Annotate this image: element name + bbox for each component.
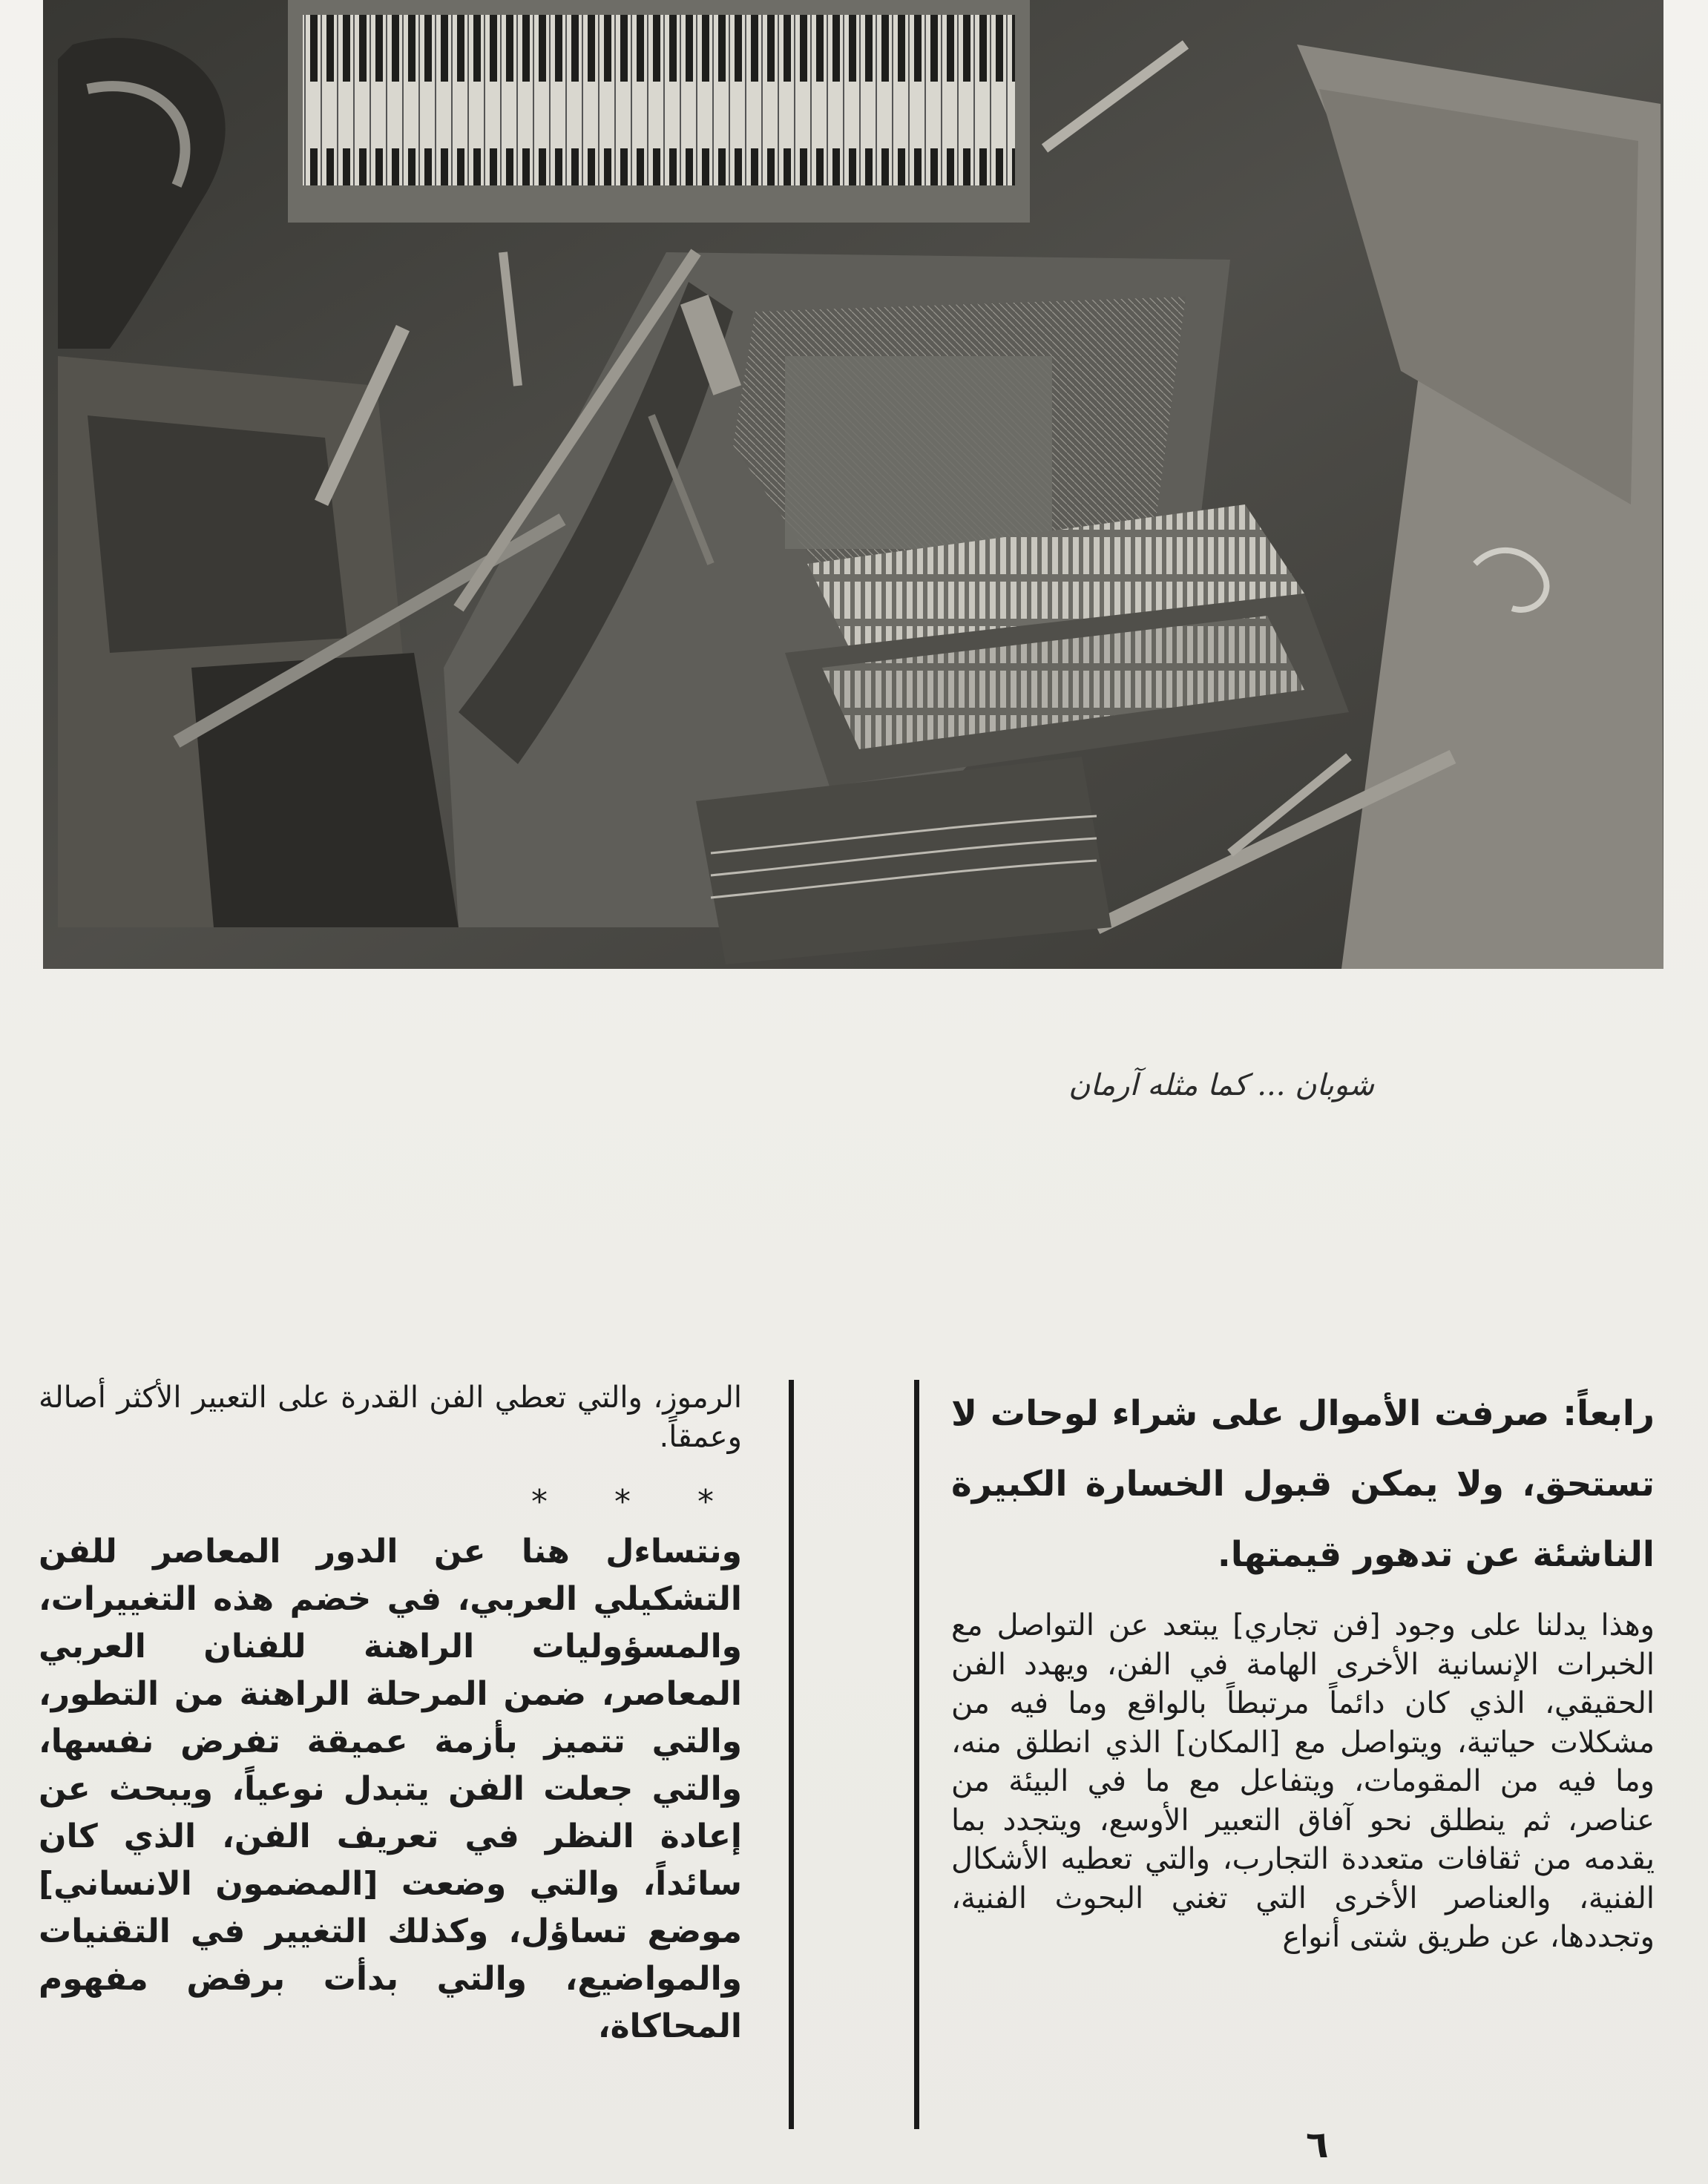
column-rule-left — [789, 1380, 794, 2129]
left-column-intro: الرموز، والتي تعطي الفن القدرة على التعبير الأكثر أصالة وعمقاً. — [39, 1381, 742, 1454]
section-heading: رابعاً: صرفت الأموال على شراء لوحات لا تستحق، ولا يمكن قبول الخسارة الكبيرة الناشئة عن تدهور قيمتها. — [951, 1393, 1655, 1575]
piano-photograph — [43, 0, 1663, 969]
photo-caption: شوبان ... كما مثله آرمان — [1068, 1068, 1374, 1102]
right-column — [951, 1378, 1655, 1957]
column-rule-right — [914, 1380, 919, 2129]
left-column — [39, 1378, 742, 2050]
left-column-body: ونتساءل هنا عن الدور المعاصر للفن التشكيلي العربي، في خضم هذه التغييرات، والمسؤوليات الراهنة للفنان العربي المعاصر، ضمن المرحلة الراهنة من التطور، والتي تتميز بأزمة عميقة تفرض نفسها، والتي جعلت الفن يتبدل نوعياً، ويبحث عن إعادة النظر في تعريف الفن، الذي كان سائداً، والتي وضعت [المضمون الانساني] موضع تساؤل، وكذلك التغيير في التقنيات والمواضيع، والتي بدأت برفض مفهوم المحاكاة، — [39, 1533, 742, 2045]
page-number: ٦ — [1306, 2123, 1329, 2166]
section-separator: * * * — [531, 1483, 742, 1521]
right-column-body: وهذا يدلنا على وجود [فن تجاري] يبتعد عن التواصل مع الخبرات الإنسانية الأخرى الهامة في الفن، ويهدد الفن الحقيقي، الذي كان دائماً مرتبطاً بالواقع وما فيه من مشكلات حياتية، ويتواصل مع [المكان] الذي انطلق منه، وما فيه من المقومات، ويتفاعل مع ما في البيئة من عناصر، ثم ينطلق نحو آفاق التعبير الأوسع، ويتجدد بما يقدمه من ثقافات متعددة التجارب، والتي تعطيه الأشكال الفنية، والعناصر الأخرى التي تغني البحوث الفنية، وتجددها، عن طريق شتى أنواع — [951, 1608, 1655, 1954]
